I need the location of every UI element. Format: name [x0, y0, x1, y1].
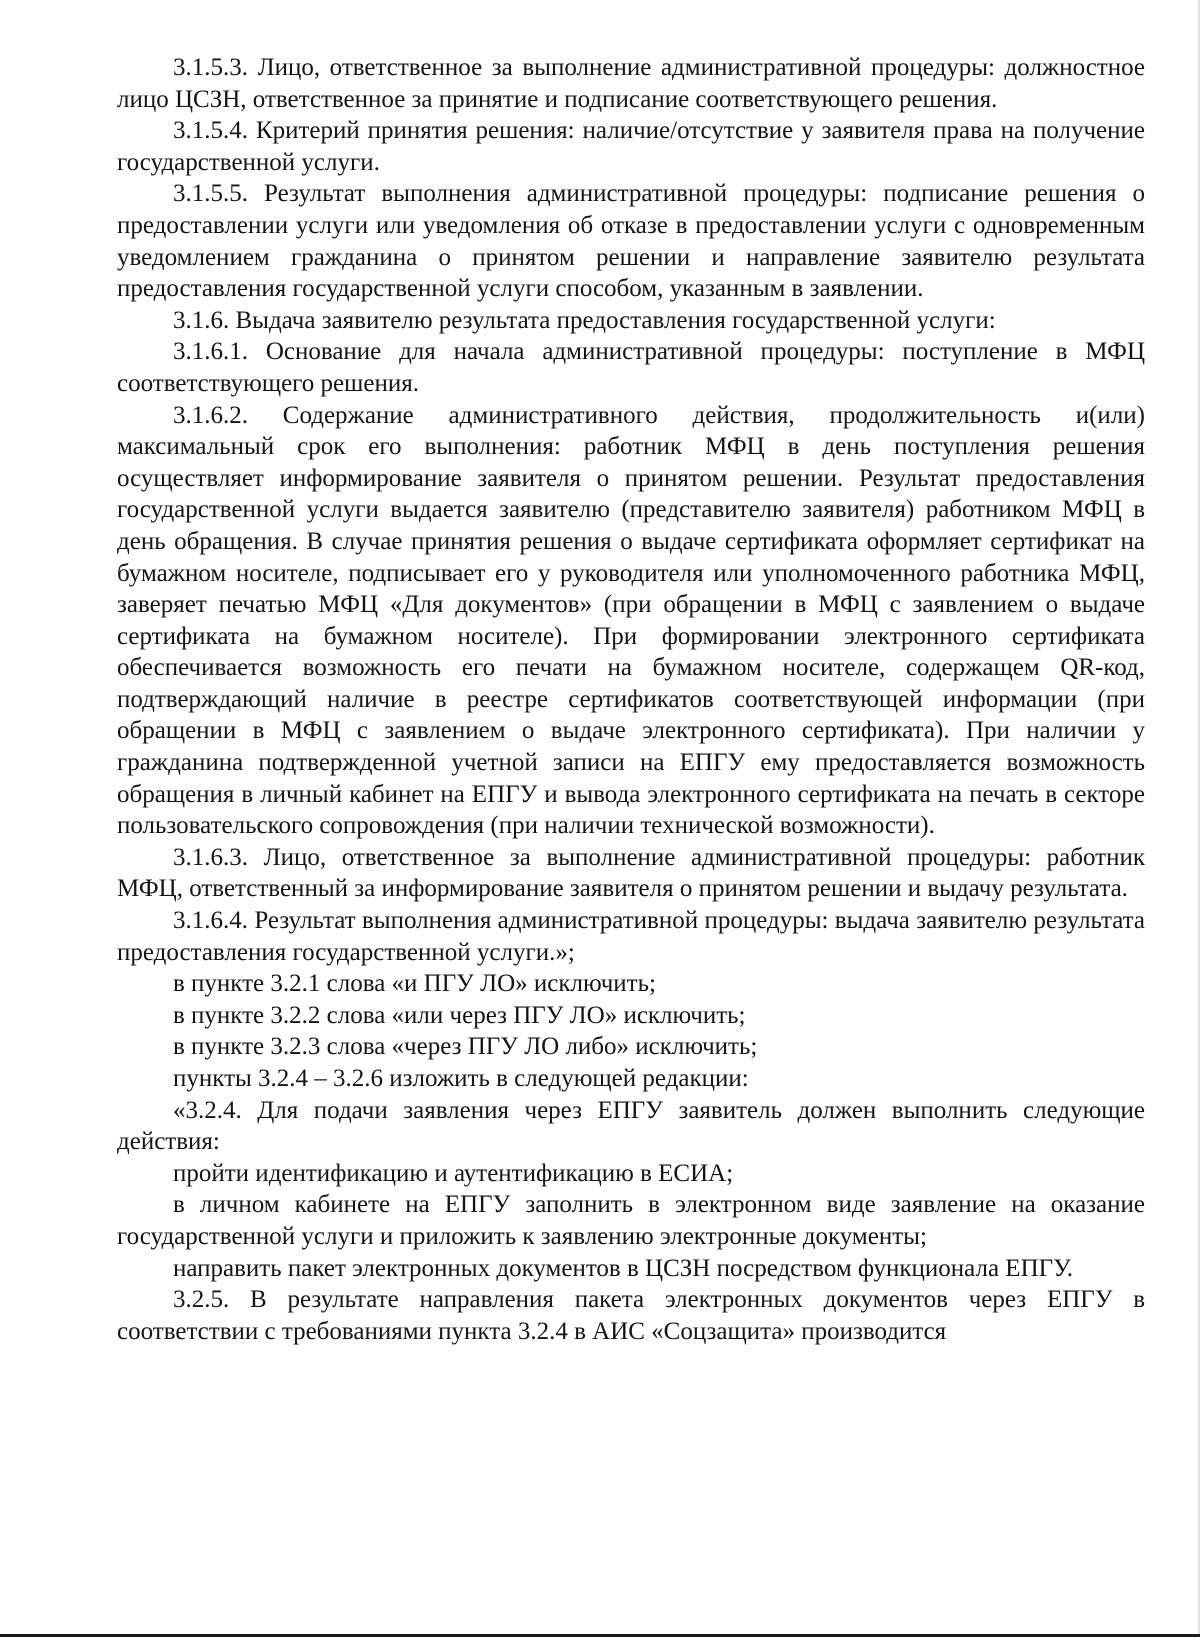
document-body [117, 52, 1145, 1347]
paragraph-3-1-6-2: 3.1.6.2. Содержание административного действия, продолжительность и(или) максимальный срок его выполнения: работник МФЦ в день поступления решения осуществляет информирование заявителя о принятом решении. Результат предоставления государственной услуги выдается заявителю (представителю заявителя) работником МФЦ в день обращения. В случае принятия решения о выдаче сертификата оформляет сертификат на бумажном носителе, подписывает его у руководителя или уполномоченного работника МФЦ, заверяет печатью МФЦ «Для документов» (при обращении в МФЦ с заявлением о выдаче сертификата на бумажном носителе). При формировании электронного сертификата обеспечивается возможность его печати на бумажном носителе, содержащем QR-код, подтверждающий наличие в реестре сертификатов соответствующей информации (при обращении в МФЦ с заявлением о выдаче электронного сертификата). При наличии у гражданина подтвержденной учетной записи на ЕПГУ ему предоставляется возможность обращения в личный кабинет на ЕПГУ и вывода электронного сертификата на печать в секторе пользовательского сопровождения (при наличии технической возможности). [117, 401, 1145, 840]
paragraph-3-1-5-5: 3.1.5.5. Результат выполнения административной процедуры: подписание решения о предоставлении услуги или уведомления об отказе в предоставлении услуги с одновременным уведомлением гражданина о принятом решении и направление заявителю результата предоставления государственной услуги способом, указанным в заявлении. [117, 180, 1145, 303]
scan-edge-bottom-margin [0, 1637, 1200, 1645]
amendment-3-2-3: в пункте 3.2.3 слова «через ПГУ ЛО либо» исключить; [173, 1033, 758, 1061]
paragraph-3-1-6: 3.1.6. Выдача заявителю результата предоставления государственной услуги: [173, 306, 996, 334]
paragraph-3-1-6-1: 3.1.6.1. Основание для начала административной процедуры: поступление в МФЦ соответствующего решения. [117, 338, 1145, 397]
paragraph-3-1-6-4: 3.1.6.4. Результат выполнения административной процедуры: выдача заявителю результата предоставления государственной услуги.»; [117, 907, 1145, 966]
list-item-send-package: направить пакет электронных документов в ЦСЗН посредством функционала ЕПГУ. [173, 1254, 1073, 1282]
paragraph-3-1-5-3: 3.1.5.3. Лицо, ответственное за выполнение административной процедуры: должностное лицо ЦСЗН, ответственное за принятие и подписание соответствующего решения. [117, 54, 1145, 113]
list-item-fill-application: в личном кабинете на ЕПГУ заполнить в электронном виде заявление на оказание государственной услуги и приложить к заявлению электронные документы; [117, 1191, 1145, 1250]
paragraph-3-2-5: 3.2.5. В результате направления пакета электронных документов через ЕПГУ в соответствии с требованиями пункта 3.2.4 в АИС «Соцзащита» производится [117, 1286, 1145, 1345]
paragraph-3-2-4: «3.2.4. Для подачи заявления через ЕПГУ заявитель должен выполнить следующие действия: [117, 1096, 1145, 1156]
amendment-3-2-4-3-2-6: пункты 3.2.4 – 3.2.6 изложить в следующей редакции: [173, 1065, 749, 1092]
paragraph-3-1-5-4: 3.1.5.4. Критерий принятия решения: наличие/отсутствие у заявителя права на получение государственной услуги. [117, 117, 1145, 176]
amendment-3-2-1: в пункте 3.2.1 слова «и ПГУ ЛО» исключить; [173, 970, 656, 998]
list-item-esia: пройти идентификацию и аутентификацию в ЕСИА; [173, 1159, 734, 1187]
amendment-3-2-2: в пункте 3.2.2 слова «или через ПГУ ЛО» исключить; [173, 1001, 746, 1029]
paragraph-3-1-6-3: 3.1.6.3. Лицо, ответственное за выполнение административной процедуры: работник МФЦ, ответственный за информирование заявителя о принятом решении и выдачу результата. [117, 843, 1145, 903]
